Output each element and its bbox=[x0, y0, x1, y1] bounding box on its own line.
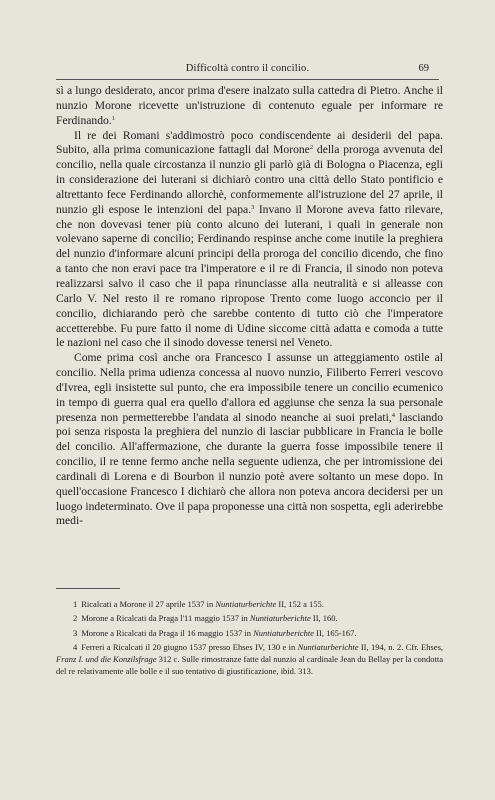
text-run: della proroga avvenuta del concilio, nella quale circostanza il nunzio gli parlò già di Bologna o Piacenza, egli in considerazione dei luterani si dichiarò contro una città dello Stato pontificio e altrettanto fece Ferdinando allorchè, conformemente all'istruzione del 27 aprile, il nunzio gli espose le intenzioni del papa. bbox=[56, 143, 443, 216]
text-run: Come prima così anche ora Francesco I assunse un atteggiamento ostile al concilio. Nella prima udienza concessa al nuovo nunzio, Filiberto Ferreri vescovo d'Ivrea, egli insistette sul punto, che era impossibile tenere un concilio ecumenico in tempo di guerra qual era quello d'allora ed aggiunse che senza la sua personale presenza non permetterebbe l'andata al sinodo neanche ai suoi prelati, bbox=[56, 351, 443, 424]
running-title: Difficoltà contro il concilio. bbox=[185, 63, 310, 74]
footnote-text: II, 152 a 155. bbox=[276, 599, 324, 609]
footnote-number: 1 bbox=[73, 599, 78, 609]
main-text bbox=[56, 84, 443, 529]
text-run: Invano il Morone aveva fatto rilevare, che non dovevasi tener più conto alcuno dei luterani, i quali in generale non volevano saperne di concilio; Ferdinando respinse anche come inutile la preghiera del nunzio d'informare alcuni principi della proroga del concilio dicendo, che fino a tanto che non eravi pace tra l'imperatore e il re di Francia, il sinodo non poteva realizzarsi salvo il caso che il papa rinunciasse alla neutralità e si alleasse con Carlo V. Nel resto il re romano ripropose Trento come luogo acconcio per il concilio, dichiarando però che sarebbe contento di tutto ciò che l'imperatore accetterebbe. Fu pure fatto il nome di Udine siccome città adatta e comoda a tutte le nazioni nel caso che il sinodo dovesse tenersi nel Veneto. bbox=[56, 202, 443, 350]
paragraph bbox=[56, 129, 443, 352]
footnote-number: 3 bbox=[73, 627, 78, 638]
text-run: sì a lungo desiderato, ancor prima d'esere inalzato sulla cattedra di Pietro. Anche il nunzio Morone ricevette un'istruzione di contenuto eguale per informare re Ferdinando. bbox=[56, 84, 443, 127]
text-run: Il re dei Romani s'addimostrò poco condiscendente ai desiderii del papa. Subito, alla prima comunicazione fattagli dal Morone bbox=[56, 128, 443, 157]
footnote-title: Nuntiaturberichte bbox=[215, 599, 277, 609]
footnote-number: 4 bbox=[73, 641, 78, 652]
footnote-text: II, 194, n. 2. Cfr. Ehses, bbox=[358, 641, 443, 652]
paragraph bbox=[56, 84, 443, 129]
footnote-ref: 3 bbox=[251, 203, 255, 211]
footnote-text: Ferreri a Ricalcati il 20 giugno 1537 presso Ehses IV, 130 e in bbox=[81, 641, 298, 652]
footnote bbox=[56, 612, 443, 624]
paragraph bbox=[56, 351, 443, 529]
footnote-title: Nuntiaturberichte bbox=[297, 641, 359, 652]
footnote-text: Morone a Ricalcati da Praga il 16 maggio 1537 in bbox=[81, 627, 254, 638]
footnote bbox=[56, 641, 443, 678]
footnotes bbox=[56, 598, 443, 680]
header-rule bbox=[56, 79, 439, 80]
footnote-title: Nuntiaturberichte bbox=[253, 627, 315, 638]
footnote bbox=[56, 627, 443, 639]
page-number: 69 bbox=[418, 63, 429, 74]
footnote bbox=[56, 598, 443, 610]
footnote-title: Franz I. und die Konzilsfrage bbox=[56, 654, 157, 665]
footnote-text: II, 165-167. bbox=[314, 627, 357, 638]
footnote-rule bbox=[56, 588, 120, 589]
footnote-ref: 2 bbox=[309, 144, 314, 152]
footnote-number: 2 bbox=[73, 613, 78, 624]
footnote-text: Morone a Ricalcati da Praga l'11 maggio 1537 in bbox=[81, 613, 250, 624]
running-header bbox=[56, 60, 439, 78]
text-run: lasciando poi senza risposta la preghiera del nunzio di lasciar pubblicare in Francia le bolle del concilio. All'affermazione, che durante la guerra fosse impossibile tenere il concilio, il re tenne fermo anche nella seguente udienza, che per intromissione dei cardinali di Lorena e di Bourbon il nunzio potè avere soltanto un mese dopo. In quell'occasione Francesco I dichiarò che allora non poteva ancora decidersi per un luogo indeterminato. Ove il papa proponesse una città non sospetta, egli aderirebbe medi- bbox=[56, 410, 444, 528]
footnote-text: II, 160. bbox=[310, 613, 338, 624]
footnote-ref: 4 bbox=[391, 411, 395, 419]
footnote-ref: 1 bbox=[111, 114, 115, 122]
footnote-text: 312 c. Sulle rimostranze fatte dal nunzio al cardinale Jean du Bellay per la condotta del re relativamente alle bolle e il suo tentativo di giustificazione, ibid. 313. bbox=[56, 654, 444, 677]
footnote-text: Ricalcati a Morone il 27 aprile 1537 in bbox=[81, 599, 216, 609]
footnote-title: Nuntiaturberichte bbox=[249, 613, 311, 624]
